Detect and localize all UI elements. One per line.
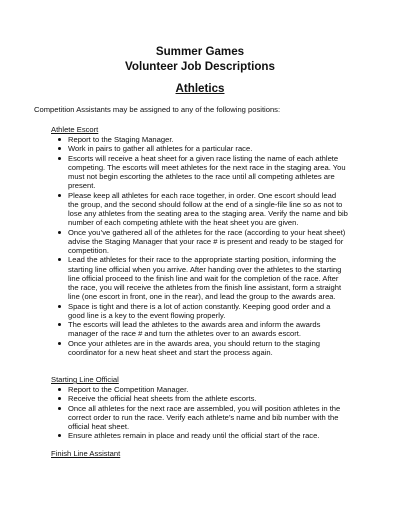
duty-list (52, 385, 348, 441)
role-title: Starting Line Official (51, 375, 119, 384)
section-heading: Athletics (175, 82, 225, 95)
duty-item: Work in pairs to gather all athletes for a particular race. (68, 144, 348, 153)
role-title: Athlete Escort (51, 125, 99, 134)
duty-item: Once you’ve gathered all of the athletes for the race (according to your heat sheet) advise the Staging Manager that your race # is present and ready to be staged for competition. (68, 228, 348, 256)
duty-item: Report to the Competition Manager. (68, 385, 348, 394)
duty-item: Ensure athletes remain in place and ready until the official start of the race. (68, 431, 348, 440)
role-section-athlete-escort (52, 125, 348, 357)
duty-list (52, 135, 348, 357)
document-title-line2: Volunteer Job Descriptions (125, 60, 275, 73)
intro-paragraph: Competition Assistants may be assigned to any of the following positions: (34, 105, 281, 114)
duty-item: Once all athletes for the next race are assembled, you will position athletes in the correct order to run the race. Verify each athlete’s name and bib number with the official heat sheet. (68, 404, 348, 432)
duty-item: Lead the athletes for their race to the appropriate starting position, informing the starting line official when you arrive. After handing over the athletes to the starting line official proceed to the finish line and wait for the completion of the race. After the race, you will receive the athletes from the finish line assistant, form a straight line (one escort in front, one in the rear), and lead the group to the awards area. (68, 255, 348, 301)
section-spacer (52, 441, 348, 449)
role-section-finish-line-assistant (52, 449, 348, 459)
section-spacer (52, 357, 348, 375)
duty-item: Once your athletes are in the awards area, you should return to the staging coordinator for a new heat sheet and start the process again. (68, 339, 348, 358)
duty-item: Please keep all athletes for each race together, in order. One escort should lead the group, and the second should follow at the end of a single-file line so as not to lose any athletes from the seating area to the staging area. Verify the name and bib number of each competing athlete with the heat sheet you are given. (68, 190, 348, 228)
duty-item: The escorts will lead the athletes to the awards area and inform the awards manager of the race # and turn the athletes over to an awards escort. (68, 320, 348, 339)
duty-item: Report to the Staging Manager. (68, 135, 348, 144)
document-title-line1: Summer Games (155, 45, 245, 58)
role-section-starting-line-official (52, 375, 348, 441)
duty-item: Escorts will receive a heat sheet for a given race listing the name of each athlete competing. The escorts will meet athletes for the next race in the staging area. You must not begin escorting the athletes to the race until all competing athletes are present. (68, 154, 348, 191)
role-title: Finish Line Assistant (51, 448, 121, 458)
duty-item: Space is tight and there is a lot of action constantly. Keeping good order and a good line is a key to the event flowing properly. (68, 302, 348, 321)
duty-item: Receive the official heat sheets from the athlete escorts. (68, 394, 348, 403)
